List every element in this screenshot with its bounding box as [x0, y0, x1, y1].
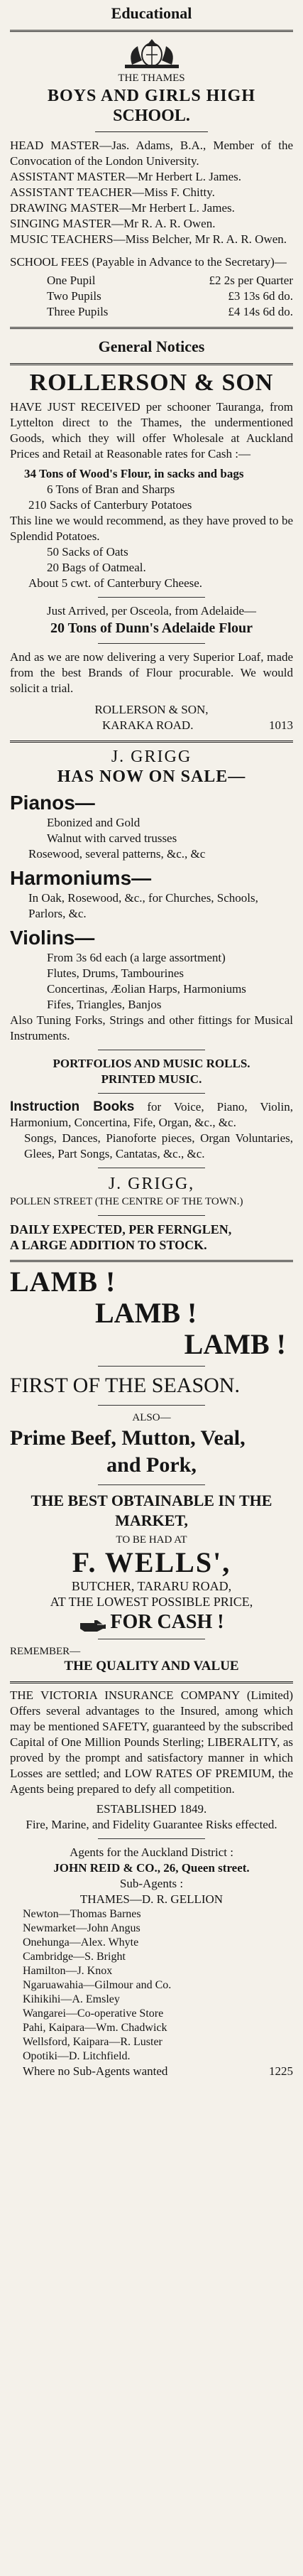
grigg-address: POLLEN STREET (THE CENTRE OF THE TOWN.): [10, 1196, 243, 1207]
grigg-tuning: Also Tuning Forks, Strings and other fittings for Musical Instruments.: [10, 1013, 293, 1042]
grigg-instruction: for Voice, Piano, Violin, Harmonium, Concertina, Fife, Organ, &c., &c.: [10, 1100, 293, 1129]
divider: [98, 1366, 206, 1367]
divider: [98, 1215, 206, 1216]
victoria-agent: Newton—Thomas Barnes: [23, 1908, 141, 1921]
wells-had: TO BE HAD AT: [116, 1534, 187, 1546]
divider: [98, 1838, 206, 1839]
school-singing-master: SINGING MASTER—Mr R. A. R. Owen.: [10, 217, 216, 230]
school-asst-master: ASSISTANT MASTER—Mr Herbert L. James.: [10, 170, 242, 183]
fee-row: One Pupil £2 2s per Quarter: [47, 274, 293, 287]
wells-trade: BUTCHER, TARARU ROAD,: [71, 1579, 232, 1593]
grigg-piano-item: Ebonized and Gold: [47, 816, 141, 829]
divider: [95, 131, 209, 132]
victoria-agent: Wangarei—Co-operative Store: [23, 2008, 164, 2020]
grigg-violins-title: Violins—: [10, 927, 95, 949]
grigg-sign: J. GRIGG,: [108, 1175, 195, 1193]
wells-lamb-1: LAMB !: [10, 1266, 116, 1298]
pointing-hand-icon: [79, 1617, 107, 1633]
wells-lamb-3: LAMB !: [184, 1328, 286, 1360]
school-fees-list: [10, 273, 293, 320]
rollerson-item: 50 Sacks of Oats: [47, 545, 128, 559]
victoria-agent: Cambridge—S. Bright: [23, 1951, 126, 1963]
divider: [98, 1484, 206, 1485]
wells-name: F. WELLS',: [72, 1546, 231, 1578]
school-fees-title: SCHOOL FEES (Payable in Advance to the Secretary)—: [10, 255, 287, 269]
grigg-violin-item: From 3s 6d each (a large assortment): [47, 951, 226, 964]
rollerson-dunns: 20 Tons of Dunn's Adelaide Flour: [50, 620, 253, 636]
grigg-harmoniums-title: Harmoniums—: [10, 867, 152, 889]
divider: [98, 643, 206, 644]
section-title-educational: Educational: [111, 4, 192, 22]
grigg-expected: DAILY EXPECTED, PER FERNGLEN,: [10, 1222, 232, 1236]
school-title-2: SCHOOL.: [113, 107, 190, 125]
victoria-agent: Wellsford, Kaipara—R. Luster: [23, 2036, 162, 2049]
grigg-harmoniums: In Oak, Rosewood, &c., for Churches, Schools, Parlors, &c.: [28, 891, 258, 920]
rollerson-address: KARAKA ROAD.: [102, 718, 194, 732]
grigg-piano-item: Rosewood, several patterns, &c., &c: [28, 847, 206, 861]
rollerson-address-row: [10, 718, 293, 733]
wells-cash-row: [10, 1612, 293, 1633]
victoria-thames: THAMES—D. R. GELLION: [79, 1892, 224, 1907]
grigg-name: J. GRIGG: [111, 748, 192, 766]
section-title-general-notices: General Notices: [98, 338, 205, 355]
grigg-addition: A LARGE ADDITION TO STOCK.: [10, 1238, 207, 1252]
victoria-agent: Onehunga—Alex. Whyte: [23, 1936, 139, 1949]
school-music-teachers: MUSIC TEACHERS—Miss Belcher, Mr R. A. R. Owen.: [10, 232, 287, 246]
grigg-violin-item: Flutes, Drums, Tambourines: [47, 966, 184, 980]
school-title-1: BOYS AND GIRLS HIGH: [47, 87, 256, 105]
divider: [10, 327, 293, 329]
victoria-intro: THE VICTORIA INSURANCE COMPANY (Limited) Offers several advantages to the Insured, among which may be mentioned SAFETY, guaranteed by the subscribed Capital of One Million Pounds Sterling; LIBERALITY, as proved by the prompt and satisfactory manner in which Losses are settled; and LOW RATES OF PREMIUM, the Agents being prepared to defy all competition.: [10, 1688, 293, 1796]
victoria-agents-firm: JOHN REID & CO., 26, Queen street.: [53, 1861, 250, 1875]
rollerson-advert: [10, 370, 293, 733]
victoria-agent: Ngaruawahia—Gilmour and Co.: [23, 1979, 172, 1992]
victoria-agents-title: Agents for the Auckland District :: [70, 1845, 233, 1860]
grigg-violin-item: Concertinas, Æolian Harps, Harmoniums: [47, 982, 246, 996]
wells-pork: and Pork,: [106, 1453, 197, 1477]
victoria-agent: Newmarket—John Angus: [23, 1922, 141, 1935]
rollerson-item: About 5 cwt. of Canterbury Cheese.: [28, 576, 203, 590]
victoria-established: ESTABLISHED 1849.: [96, 1802, 207, 1816]
rollerson-item: 34 Tons of Wood's Flour, in sacks and bags: [24, 467, 244, 480]
rollerson-title: ROLLERSON & SON: [29, 370, 274, 396]
grigg-sale: HAS NOW ON SALE—: [57, 767, 246, 786]
grigg-pianos-title: Pianos—: [10, 792, 95, 814]
wells-advert: [10, 1266, 293, 1674]
wells-also: ALSO—: [132, 1412, 171, 1423]
rollerson-potato-note: This line we would recommend, as they have proved to be Splendid Potatoes.: [10, 514, 293, 543]
school-drawing-master: DRAWING MASTER—Mr Herbert L. James.: [10, 201, 235, 215]
rollerson-item: 6 Tons of Bran and Sharps: [47, 483, 175, 496]
divider: [10, 1681, 293, 1683]
wells-prime: Prime Beef, Mutton, Veal,: [10, 1426, 246, 1450]
victoria-agent: Pahi, Kaipara—Wm. Chadwick: [23, 2022, 167, 2035]
wells-quality: THE QUALITY AND VALUE: [64, 1659, 239, 1674]
wells-price: AT THE LOWEST POSSIBLE PRICE,: [50, 1595, 253, 1609]
divider: [10, 363, 293, 365]
wells-remember: REMEMBER—: [10, 1646, 81, 1658]
wells-best: THE BEST OBTAINABLE IN THE MARKET,: [31, 1492, 272, 1529]
wells-lamb-2: LAMB !: [95, 1297, 197, 1329]
grigg-piano-item: Walnut with carved trusses: [47, 831, 177, 845]
victoria-agent: Kihikihi—A. Emsley: [23, 1993, 120, 2006]
ad-number: 1013: [269, 718, 293, 732]
grigg-songs: Songs, Dances, Pianoforte pieces, Organ Voluntaries, Glees, Part Songs, Cantatas, &c., &c.: [24, 1131, 293, 1160]
victoria-agent: Opotiki—D. Litchfield.: [23, 2050, 131, 2063]
victoria-sub-title: Sub-Agents :: [119, 1877, 184, 1891]
victoria-footer-row: [10, 2064, 293, 2079]
rollerson-sign: ROLLERSON & SON,: [94, 703, 209, 716]
grigg-instruction-title: Instruction Books: [10, 1099, 135, 1114]
ad-number: 1225: [269, 2064, 293, 2079]
royal-crest-icon: [118, 36, 186, 69]
rollerson-intro: HAVE JUST RECEIVED per schooner Tauranga, from Lyttelton direct to the Thames, the undermentioned Goods, which they will offer Wholesale at Auckland Prices and Retail at Reasonable rates for Cash :—: [10, 400, 293, 460]
divider: [98, 1093, 206, 1094]
grigg-violin-item: Fifes, Triangles, Banjos: [47, 998, 162, 1011]
victoria-insurance-advert: [10, 1688, 293, 2079]
divider: [10, 740, 293, 743]
fee-row: Three Pupils £4 14s 6d do.: [47, 305, 293, 318]
grigg-advert: [10, 747, 293, 1253]
wells-cash: FOR CASH !: [110, 1611, 224, 1633]
rollerson-item: 210 Sacks of Canterbury Potatoes: [28, 498, 192, 512]
rollerson-item: 20 Bags of Oatmeal.: [47, 561, 146, 574]
divider: [10, 30, 293, 32]
fee-row: Two Pupils £3 13s 6d do.: [47, 289, 293, 303]
rollerson-loaf: And as we are now delivering a very Superior Loaf, made from the best Brands of Flour procurable. We would solicit a trial.: [10, 650, 293, 695]
victoria-wanted: Where no Sub-Agents wanted: [23, 2064, 168, 2079]
grigg-instruction-block: [10, 1099, 293, 1131]
school-head-master: HEAD MASTER—Jas. Adams, B.A., Member of the Convocation of the London University.: [10, 139, 293, 168]
divider: [98, 1405, 206, 1406]
grigg-portfolios: PORTFOLIOS AND MUSIC ROLLS.: [53, 1057, 250, 1070]
school-advert: [10, 36, 293, 320]
school-asst-teacher: ASSISTANT TEACHER—Miss F. Chitty.: [10, 185, 215, 199]
wells-first: FIRST OF THE SEASON.: [10, 1374, 240, 1397]
victoria-classes: Fire, Marine, and Fidelity Guarantee Risks effected.: [26, 1818, 277, 1832]
rollerson-arrived: Just Arrived, per Osceola, from Adelaide—: [46, 604, 257, 618]
divider: [98, 597, 206, 598]
victoria-agent: Hamilton—J. Knox: [23, 1965, 113, 1978]
school-pre-title: THE THAMES: [118, 72, 185, 84]
grigg-printed: PRINTED MUSIC.: [101, 1072, 202, 1086]
divider: [10, 1260, 293, 1262]
